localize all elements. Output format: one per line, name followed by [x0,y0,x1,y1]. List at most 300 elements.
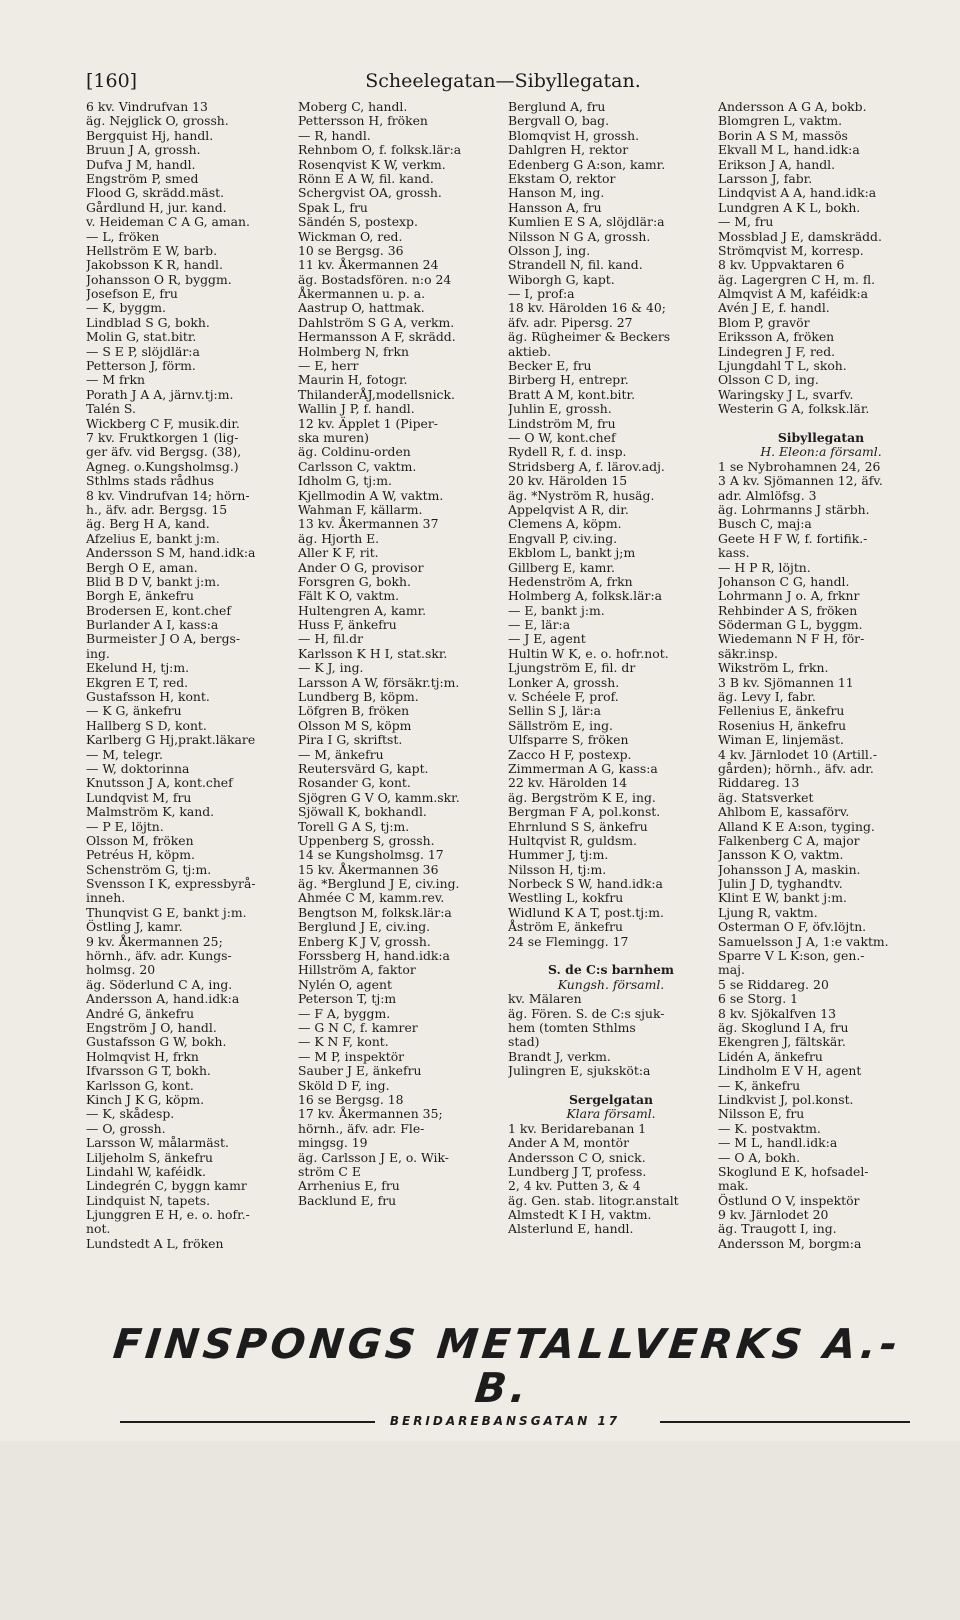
directory-entry: Lundberg J T, profess. [508,1163,647,1179]
directory-entry: Wickman O, red. [298,228,403,244]
directory-entry: Östlund O V, inspektör [718,1192,860,1208]
directory-entry: 12 kv. Äpplet 1 (Piper- [298,415,438,431]
directory-entry: — L, fröken [86,228,160,244]
directory-entry: Carlsson C, vaktm. [298,458,417,474]
directory-entry: Lonker A, grossh. [508,674,620,690]
directory-entry: André G, änkefru [86,1005,195,1021]
directory-entry: Avén J E, f. handl. [718,300,830,316]
directory-entry: Kinch J K G, köpm. [86,1091,205,1107]
directory-entry: Birberg H, entrepr. [508,372,629,388]
directory-entry: Andersson M, borgm:a [718,1235,862,1251]
directory-entry: 3 A kv. Sjömannen 12, äfv. [718,473,883,489]
directory-entry: Ulfsparre S, fröken [508,732,629,748]
directory-entry: Agneg. o.Kungsholmsg.) [86,458,239,474]
directory-entry: äg. Coldinu-orden [298,444,411,460]
directory-entry: Hultin W K, e. o. hofr.not. [508,645,669,661]
directory-entry: Johansson O R, byggm. [86,271,232,287]
directory-entry: Ahmée C M, kamm.rev. [298,890,445,906]
directory-entry: — E, lär:a [508,617,571,633]
directory-entry: Brodersen E, kont.chef [86,602,231,618]
directory-entry: Engström P, smed [86,170,199,186]
directory-entry: aktieb. [508,343,552,359]
directory-entry: Hillström A, faktor [298,962,416,978]
directory-entry: adr. Almlöfsg. 3 [718,487,817,503]
directory-entry: Rönn E A W, fil. kand. [298,170,434,186]
directory-entry: Klara församl. [566,1106,656,1122]
directory-entry: ThilanderÅJ,modellsnick. [298,386,455,402]
directory-entry: 8 kv. Uppvaktaren 6 [718,257,845,273]
directory-entry: Ekvall M L, hand.idk:a [718,142,860,158]
directory-entry: Lindahl W, kaféidk. [86,1163,206,1179]
directory-entry: Borgh E, änkefru [86,588,194,604]
rule-left [120,1421,375,1423]
directory-entry: äg. Hjorth E. [298,530,380,546]
directory-entry: Ifvarsson G T, bokh. [86,1063,211,1079]
directory-entry: — S E P, slöjdlär:a [86,343,200,359]
directory-entry: — W, doktorinna [86,760,190,776]
directory-entry: mingsg. 19 [298,1135,368,1151]
directory-entry: Porath J A A, järnv.tj:m. [86,386,234,402]
directory-entry: Gårdlund H, jur. kand. [86,199,227,215]
directory-entry: Blomqvist H, grossh. [508,127,640,143]
directory-entry: Karlberg G Hj,prakt.läkare [86,732,256,748]
directory-entry: — K G, änkefru [86,703,182,719]
directory-entry: Larsson J, fabr. [718,170,813,186]
directory-entry: äg. Fören. S. de C:s sjuk- [508,1005,665,1021]
directory-entry: Hedenström A, frkn [508,573,633,589]
directory-entry: Ljunggren E H, e. o. hofr.- [86,1207,250,1223]
directory-entry: — O, grossh. [86,1120,166,1136]
directory-entry: Kjellmodin A W, vaktm. [298,487,444,503]
directory-entry: Fält K O, vaktm. [298,588,400,604]
directory-entry: Talén S. [86,401,136,417]
directory-entry: kv. Mälaren [508,991,582,1007]
advertisement [90,1320,920,1428]
directory-entry: Molin G, stat.bitr. [86,329,197,345]
directory-entry: Nilsson E, fru [718,1106,805,1122]
directory-entry: Reutersvärd G, kapt. [298,760,429,776]
directory-entry: 13 kv. Åkermannen 37 [298,516,439,532]
directory-entry: Strömqvist M, korresp. [718,242,864,258]
directory-entry: — O A, bokh. [718,1149,801,1165]
directory-entry: Lindkvist J, pol.konst. [718,1091,854,1107]
directory-entry: äg. Traugott I, ing. [718,1221,837,1237]
directory-entry [718,417,924,431]
directory-entry: Bergman F A, pol.konst. [508,804,661,820]
directory-entry: Lindegrén C, byggn kamr [86,1178,247,1194]
directory-entry: Zacco H F, postexp. [508,746,632,762]
directory-entry: Pettersson H, fröken [298,113,428,129]
directory-entry: Aller K F, rit. [298,545,379,561]
directory-entry: Olsson M, fröken [86,832,194,848]
directory-entry: Westling L, kokfru [508,890,624,906]
directory-entry: Julin J D, tyghandtv. [718,876,843,892]
directory-entry: Lindquist N, tapets. [86,1192,211,1208]
directory-entry: — H, fil.dr [298,631,364,647]
directory-entry: Appelqvist A R, dir. [508,501,629,517]
directory-entry: — K J, ing. [298,660,364,676]
directory-entry: 16 se Bergsg. 18 [298,1091,404,1107]
directory-entry: ing. [86,645,110,661]
directory-entry: Spak L, fru [298,199,368,215]
directory-entry: — K, byggm. [86,300,166,316]
directory-entry: Hultqvist R, guldsm. [508,832,637,848]
directory-entry: Alsterlund E, handl. [508,1221,634,1237]
directory-entry: ska muren) [298,429,369,445]
directory-entry: Josefson E, fru [86,286,178,302]
directory-entry: — M, fru [718,214,774,230]
directory-entry: Blid B D V, bankt j:m. [86,573,220,589]
directory-entry: Peterson T, tj:m [298,991,397,1007]
directory-entry: Falkenberg C A, major [718,832,860,848]
directory-entry: Jakobsson K R, handl. [86,257,223,273]
directory-entry: Blom P, gravör [718,314,810,330]
directory-entry: — F A, byggm. [298,1005,391,1021]
directory-entry: Forssberg H, hand.idk:a [298,948,450,964]
directory-entry [508,1079,714,1093]
directory-entry: 10 se Bergsg. 36 [298,242,404,258]
directory-entry: Andersson C O, snick. [508,1149,646,1165]
directory-entry: Rehbinder A S, fröken [718,602,858,618]
directory-entry: kass. [718,545,750,561]
directory-entry: äg. Gen. stab. litogr.anstalt [508,1192,679,1208]
page-title: Scheelegatan—Sibyllegatan. [365,70,641,92]
directory-entry: Edenberg G A:son, kamr. [508,156,666,172]
directory-entry: Lundgren A K L, bokh. [718,199,861,215]
directory-entry: Lindholm E V H, agent [718,1063,862,1079]
directory-entry: Lundstedt A L, fröken [86,1235,224,1251]
directory-entry: Nilsson H, tj:m. [508,861,607,877]
directory-entry: Lohrmann J o. A, frknr [718,588,860,604]
directory-entry: Maurin H, fotogr. [298,372,408,388]
directory-entry: Riddareg. 13 [718,775,800,791]
directory-entry: Widlund K A T, post.tj:m. [508,904,664,920]
directory-entry: Hermansson A F, skrädd. [298,329,456,345]
directory-entry: Andersson S M, hand.idk:a [86,545,256,561]
directory-entry: Jansson K O, vaktm. [718,847,844,863]
directory-entry: ström C E [298,1163,361,1179]
directory-entry: holmsg. 20 [86,962,156,978]
directory-entry: Idholm G, tj:m. [298,473,392,489]
directory-entry: Johanson C G, handl. [718,573,850,589]
directory-entry: Sellin S J, lär:a [508,703,602,719]
directory-entry: Kumlien E S A, slöjdlär:a [508,214,665,230]
directory-entry: Löfgren B, fröken [298,703,410,719]
directory-entry: Becker E, fru [508,358,592,374]
directory-entry: Schergvist OA, grossh. [298,185,442,201]
directory-entry: Ehrnlund S S, änkefru [508,818,648,834]
directory-entry: Almqvist A M, kaféidk:a [718,286,869,302]
directory-entry: Liljeholm S, änkefru [86,1149,214,1165]
directory-entry: 1 se Nybrohamnen 24, 26 [718,458,881,474]
directory-entry: Bergvall O, bag. [508,113,610,129]
directory-entry: — M frkn [86,372,145,388]
directory-entry: Sibyllegatan [777,429,865,445]
directory-entry: Borin A S M, massös [718,127,848,143]
directory-entry: — K. postvaktm. [718,1120,821,1136]
directory-entry: Malmström K, kand. [86,804,215,820]
directory-entry: Flood G, skrädd.mäst. [86,185,225,201]
directory-entry: Holmqvist H, frkn [86,1048,199,1064]
directory-entry: Gustafsson G W, bokh. [86,1034,227,1050]
advertiser-address-line [90,1414,920,1428]
directory-entry: Backlund E, fru [298,1192,397,1208]
directory-entry: 9 kv. Järnlodet 20 [718,1207,829,1223]
directory-entry: Erikson J A, handl. [718,156,836,172]
directory-entry: — M, telegr. [86,746,163,762]
directory-entry: Petréus H, köpm. [86,847,195,863]
directory-entry: hörnh., äfv. adr. Fle- [298,1120,425,1136]
directory-entry: 15 kv. Åkermannen 36 [298,861,439,877]
directory-entry: Gustafsson H, kont. [86,689,210,705]
page-header [86,70,920,100]
directory-entry: — M P, inspektör [298,1048,405,1064]
directory-entry: 6 kv. Vindrufvan 13 [86,100,208,114]
rule-right [660,1421,910,1423]
directory-entry: Hansson A, fru [508,199,602,215]
directory-entry: Bergquist Hj, handl. [86,127,214,143]
directory-entry: Forsgren G, bokh. [298,573,411,589]
directory-entry: Sparre V L K:son, gen.- [718,948,865,964]
directory-entry: äg. *Nyström R, husäg. [508,487,655,503]
directory-entry: Knutsson J A, kont.chef [86,775,233,791]
directory-entry: Sjöwall K, bokhandl. [298,804,427,820]
directory-entry: Engvall P, civ.ing. [508,530,618,546]
directory-entry: 3 B kv. Sjömannen 11 [718,674,854,690]
directory-entry: Lindegren J F, red. [718,343,836,359]
directory-entry: v. Heideman C A G, aman. [86,214,250,230]
directory-entry: Sällström E, ing. [508,717,613,733]
directory-entry: Juhlin E, grossh. [508,401,612,417]
directory-entry: Torell G A S, tj:m. [298,818,410,834]
directory-entry: Sauber J E, änkefru [298,1063,422,1079]
directory-entry: Wiedemann N F H, för- [718,631,865,647]
directory-entry: Berglund A, fru [508,100,606,114]
directory-entry: Östling J, kamr. [86,919,183,935]
directory-entry: äg. *Berglund J E, civ.ing. [298,876,460,892]
page-number: [160] [86,70,138,92]
directory-entry: Rosander G, kont. [298,775,411,791]
directory-entry: Ljungström E, fil. dr [508,660,636,676]
directory-entry: Stridsberg A, f. lärov.adj. [508,458,665,474]
directory-entry: Lindström M, fru [508,415,616,431]
directory-entry: Olsson J, ing. [508,242,591,258]
directory-entry: 24 se Flemingg. 17 [508,933,629,949]
directory-entry: Sthlms stads rådhus [86,473,214,489]
directory-entry: 17 kv. Åkermannen 35; [298,1106,443,1122]
directory-entry: Hanson M, ing. [508,185,605,201]
directory-entry: Lundberg B, köpm. [298,689,419,705]
directory-entry: äg. Rügheimer & Beckers [508,329,671,345]
directory-entry: Åström E, änkefru [508,919,623,935]
directory-entry: Busch C, maj:a [718,516,812,532]
directory-entry: Clemens A, köpm. [508,516,622,532]
directory-entry: Holmberg A, folksk.lär:a [508,588,663,604]
directory-entry: Sergelgatan [568,1091,654,1107]
directory-entry: Rehnbom O, f. folksk.lär:a [298,142,462,158]
directory-entry: Schenström G, tj:m. [86,861,212,877]
directory-entry: Norbeck S W, hand.idk:a [508,876,663,892]
directory-entry: 22 kv. Härolden 14 [508,775,628,791]
directory-entry: Söderman G L, byggm. [718,617,863,633]
directory-entry: Gillberg E, kamr. [508,559,615,575]
directory-entry: Larsson A W, försäkr.tj:m. [298,674,460,690]
directory-entry: Bruun J A, grossh. [86,142,201,158]
directory-entry: maj. [718,962,745,978]
directory-entry: Johansson J A, maskin. [718,861,861,877]
directory-entry: Dufva J M, handl. [86,156,196,172]
directory-entry: Waringsky J L, svarfv. [718,386,854,402]
directory-entry: Blomgren L, vaktm. [718,113,843,129]
directory-entry: Wallin J P, f. handl. [298,401,415,417]
directory-entry: v. Schéele F, prof. [508,689,619,705]
directory-entry: Skoglund E K, hofsadel- [718,1163,869,1179]
directory-entry: Geete H F W, f. fortifik.- [718,530,868,546]
directory-entry: Rosenqvist K W, verkm. [298,156,446,172]
directory-entry: — P E, löjtn. [86,818,164,834]
directory-entry: Rydell R, f. d. insp. [508,444,627,460]
directory-entry: Wahman F, källarm. [298,501,423,517]
directory-entry: — M L, handl.idk:a [718,1135,838,1151]
directory-entry: äg. Berg H A, kand. [86,516,210,532]
directory-entry: Afzelius E, bankt j:m. [86,530,220,546]
directory-entry: Lundqvist M, fru [86,789,192,805]
directory-entry: Burlander A I, kass:a [86,617,219,633]
directory-entry: h., äfv. adr. Bergsg. 15 [86,501,228,517]
directory-entry: säkr.insp. [718,645,778,661]
directory-entry: Wiborgh G, kapt. [508,271,615,287]
directory-entry: 5 se Riddareg. 20 [718,976,829,992]
directory-entry: — H P R, löjtn. [718,559,811,575]
directory-entry: Andersson A, hand.idk:a [86,991,240,1007]
directory-entry: 18 kv. Härolden 16 & 40; [508,300,666,316]
directory-entry: Samuelsson J A, 1:e vaktm. [718,933,889,949]
directory-entry: Ljungdahl T L, skoh. [718,358,847,374]
directory-entry: Mossblad J E, damskrädd. [718,228,882,244]
directory-entry: äg. Söderlund C A, ing. [86,976,233,992]
directory-entry: Hellström E W, barb. [86,242,218,258]
directory-entry: gården); hörnh., äfv. adr. [718,760,874,776]
directory-entry: Uppenberg S, grossh. [298,832,435,848]
directory-entry: hörnh., äfv. adr. Kungs- [86,948,232,964]
directory-entry: 8 kv. Sjökalfven 13 [718,1005,836,1021]
directory-entry: — K, skådesp. [86,1106,175,1122]
directory-entry: Nilsson N G A, grossh. [508,228,651,244]
directory-entry: Ander A M, montör [508,1135,630,1151]
directory-entry: Ekengren J, fältskär. [718,1034,846,1050]
directory-entry: äg. Bergström K E, ing. [508,789,656,805]
directory-entry: äg. Lohrmanns J stärbh. [718,501,870,517]
directory-entry: 9 kv. Åkermannen 25; [86,933,223,949]
directory-entry: Dahlström S G A, verkm. [298,314,455,330]
directory-entry: Andersson A G A, bokb. [718,100,867,114]
directory-entry: Strandell N, fil. kand. [508,257,643,273]
directory-entry: Zimmerman A G, kass:a [508,760,658,776]
directory-entry: 11 kv. Åkermannen 24 [298,257,439,273]
directory-entry: Petterson J, förm. [86,358,196,374]
directory-entry: äfv. adr. Pipersg. 27 [508,314,633,330]
directory-entry: not. [86,1221,111,1237]
directory-entry: Arrhenius E, fru [298,1178,400,1194]
directory-entry: Ekelund H, tj:m. [86,660,190,676]
advertiser-name: FINSPONGS METALLVERKS A.-B. [110,1320,904,1412]
directory-entry: 1 kv. Beridarebanan 1 [508,1120,647,1136]
directory-entry: — K N F, kont. [298,1034,389,1050]
directory-entry: — G N C, f. kamrer [298,1020,418,1035]
directory-entry: — E, herr [298,358,359,374]
directory-entry: Ander O G, provisor [298,559,424,575]
directory-entry: Nylén O, agent [298,976,392,992]
directory-entry: Fellenius E, änkefru [718,703,845,719]
directory-entry: Wickberg C F, musik.dir. [86,415,240,431]
directory-column-3 [508,100,714,1237]
directory-entry: 20 kv. Härolden 15 [508,473,628,489]
directory-entry: Ekblom L, bankt j;m [508,545,636,561]
directory-entry: Alland K E A:son, tyging. [718,818,875,834]
directory-entry: Åkermannen u. p. a. [298,286,426,302]
directory-entry: Wiman E, linjemäst. [718,732,844,748]
directory-entry: Karlsson G, kont. [86,1077,194,1093]
directory-entry: — J E, agent [508,631,586,647]
directory-entry: 14 se Kungsholmsg. 17 [298,847,444,863]
directory-entry: Eriksson A, fröken [718,329,835,345]
directory-entry: — E, bankt j:m. [508,602,605,618]
directory-entry: Almstedt K I H, vaktm. [508,1207,652,1223]
directory-entry: — I, prof:a [508,286,575,302]
directory-entry: Ekstam O, rektor [508,170,616,186]
directory-entry: Julingren E, sjuksköt:a [508,1063,651,1079]
directory-entry: Osterman O F, öfv.löjtn. [718,919,867,935]
advertiser-address: BERIDAREBANSGATAN 17 [389,1414,621,1428]
directory-entry: äg. Statsverket [718,789,814,805]
directory-entry: Olsson C D, ing. [718,372,819,388]
directory-column-1 [86,100,292,1251]
directory-entry: S. de C:s barnhem [548,962,674,978]
directory-entry: mak. [718,1178,749,1194]
directory-entry: ger äfv. vid Bergsg. (38), [86,444,242,460]
directory-entry: 6 se Storg. 1 [718,991,798,1007]
directory-entry: äg. Skoglund I A, fru [718,1020,849,1035]
directory-entry: Hummer J, tj:m. [508,847,609,863]
directory-entry: Larsson W, målarmäst. [86,1135,229,1151]
directory-entry: Thunqvist G E, bankt j:m. [86,904,247,920]
directory-entry: Hultengren A, kamr. [298,602,427,618]
directory-entry: Burmeister J O A, bergs- [86,631,241,647]
directory-entry: Aastrup O, hattmak. [298,300,425,316]
directory-entry: Bengtson M, folksk.lär:a [298,904,452,920]
directory-entry: 8 kv. Vindrufvan 14; hörn- [86,487,250,503]
directory-entry: äg. Lagergren C H, m. fl. [718,271,876,287]
directory-entry: Brandt J, verkm. [508,1048,611,1064]
directory-entry: Lindblad S G, bokh. [86,314,210,330]
directory-entry: — O W, kont.chef [508,429,616,445]
directory-entry: Berglund J E, civ.ing. [298,919,431,935]
directory-entry: äg. Nejglick O, grossh. [86,113,229,129]
directory-entry: inneh. [86,890,126,906]
directory-entry: Dahlgren H, rektor [508,142,629,158]
directory-entry: Lindqvist A A, hand.idk:a [718,185,877,201]
directory-entry: 4 kv. Järnlodet 10 (Artill.- [718,746,878,762]
directory-entry: Moberg C, handl. [298,100,408,114]
directory-column-4 [718,100,924,1251]
directory-entry: Klint E W, bankt j:m. [718,890,847,906]
directory-entry: Holmberg N, frkn [298,343,409,359]
directory-entry: 2, 4 kv. Putten 3, & 4 [508,1178,641,1194]
directory-entry: äg. Levy I, fabr. [718,689,816,705]
directory-entry: Wikström L, frkn. [718,660,829,676]
directory-entry: Olsson M S, köpm [298,717,412,733]
directory-entry: H. Eleon:a församl. [760,444,882,460]
